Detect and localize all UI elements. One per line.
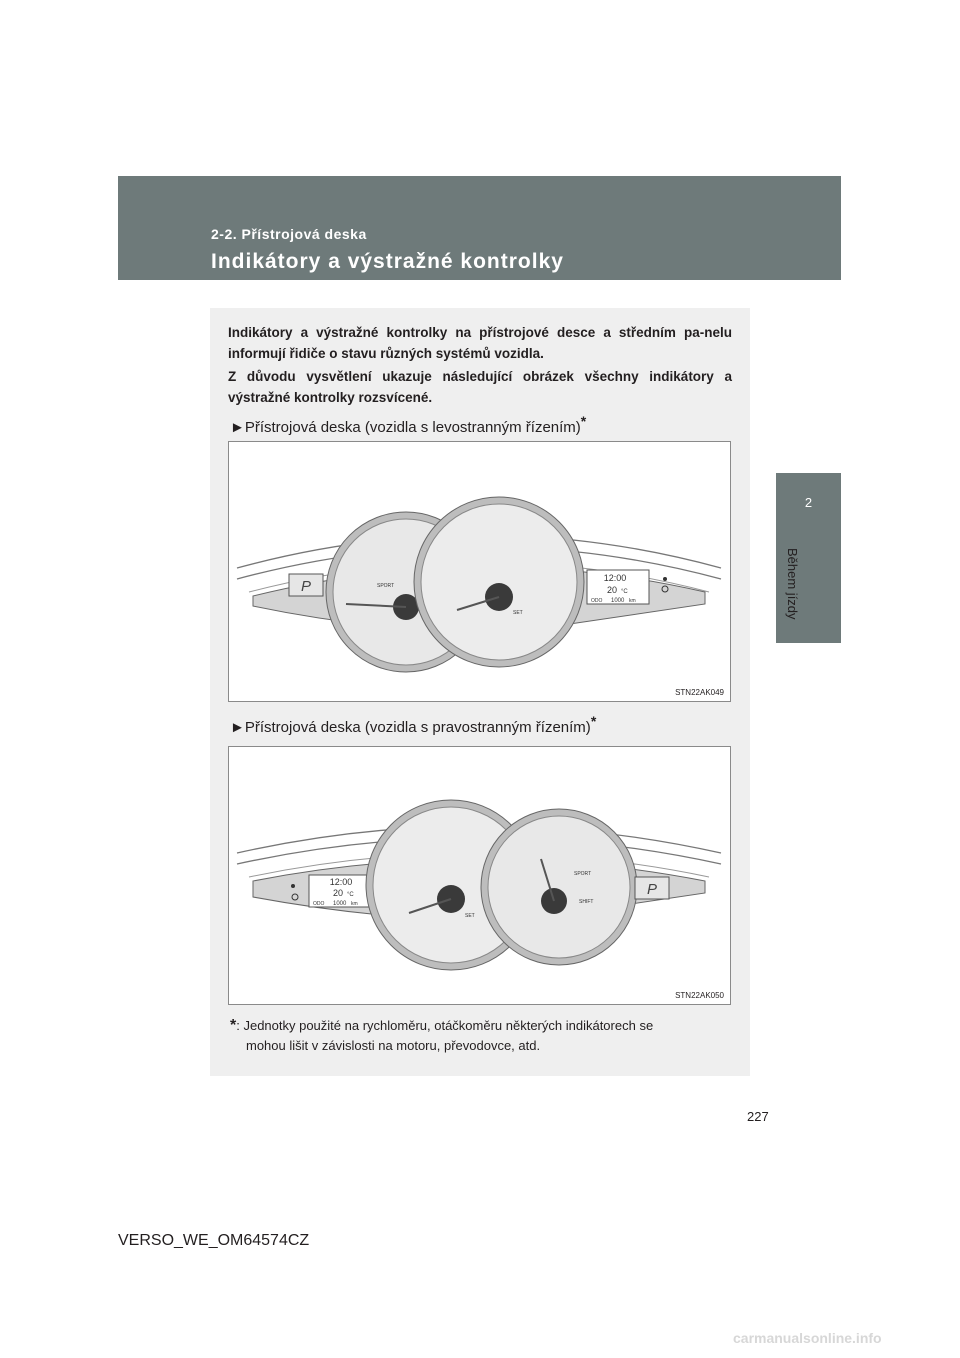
section-label: 2-2. Přístrojová deska (211, 226, 367, 242)
temp-readout: 20 (332, 888, 344, 898)
footnote-mark: * (230, 1017, 237, 1034)
set-label: SET (513, 610, 523, 616)
figure-1-heading-text: ►Přístrojová deska (vozidla s levostranným řízením) (230, 419, 581, 436)
temp-readout: 20 (606, 585, 618, 595)
odo-unit: km (351, 901, 358, 907)
page-title: Indikátory a výstražné kontrolky (211, 250, 564, 273)
figure-code: STN22AK050 (675, 991, 724, 1000)
odo-value: 1000 (333, 901, 347, 907)
figure-1-heading (230, 413, 586, 436)
figure-1-lhd-cluster (228, 441, 731, 702)
odo-value: 1000 (611, 598, 625, 604)
temp-unit: °C (621, 589, 628, 595)
odo-label: ODO (591, 598, 603, 604)
intro-paragraph-2: Z důvodu vysvětlení ukazuje následující obrázek všechny indikátory a výstražné kontrolky rozsvícené. (228, 369, 732, 405)
cluster-illustration-lhd (229, 442, 730, 701)
set-label: SET (465, 913, 475, 919)
chapter-label: Během jízdy (785, 548, 800, 620)
gear-indicator: P (646, 881, 658, 898)
intro-paragraph-1: Indikátory a výstražné kontrolky na přístrojové desce a středním pa-nelu informují řidiče o stavu různých systémů vozidla. (228, 325, 732, 361)
watermark: carmanualsonline.info (733, 1330, 882, 1346)
footnote-mark: * (580, 413, 587, 429)
cluster-illustration-rhd (229, 747, 730, 1004)
figure-code: STN22AK049 (675, 688, 724, 697)
footnote-mark: * (590, 713, 597, 729)
clock-readout: 12:00 (329, 877, 353, 887)
figure-2-heading-text: ►Přístrojová deska (vozidla s pravostranným řízením) (230, 719, 591, 736)
chapter-number: 2 (804, 495, 813, 510)
footnote-line-2: mohou lišit v závislosti na motoru, převodovce, atd. (246, 1038, 541, 1053)
sport-label: SPORT (377, 583, 395, 589)
page-number: 227 (747, 1109, 769, 1124)
footnote-line-1: : Jednotky použité na rychloměru, otáčkoměru některých indikátorech se (236, 1018, 654, 1033)
sport-label: SPORT (574, 871, 592, 877)
footnote (230, 1016, 735, 1056)
figure-2-heading (230, 713, 596, 736)
odo-unit: km (629, 598, 636, 604)
gear-indicator: P (300, 578, 312, 595)
odo-label: ODO (313, 901, 325, 907)
shift-label: SHIFT (579, 899, 594, 905)
clock-readout: 12:00 (603, 573, 627, 583)
figure-2-rhd-cluster (228, 746, 731, 1005)
temp-unit: °C (347, 892, 354, 898)
document-id: VERSO_WE_OM64574CZ (118, 1232, 310, 1249)
